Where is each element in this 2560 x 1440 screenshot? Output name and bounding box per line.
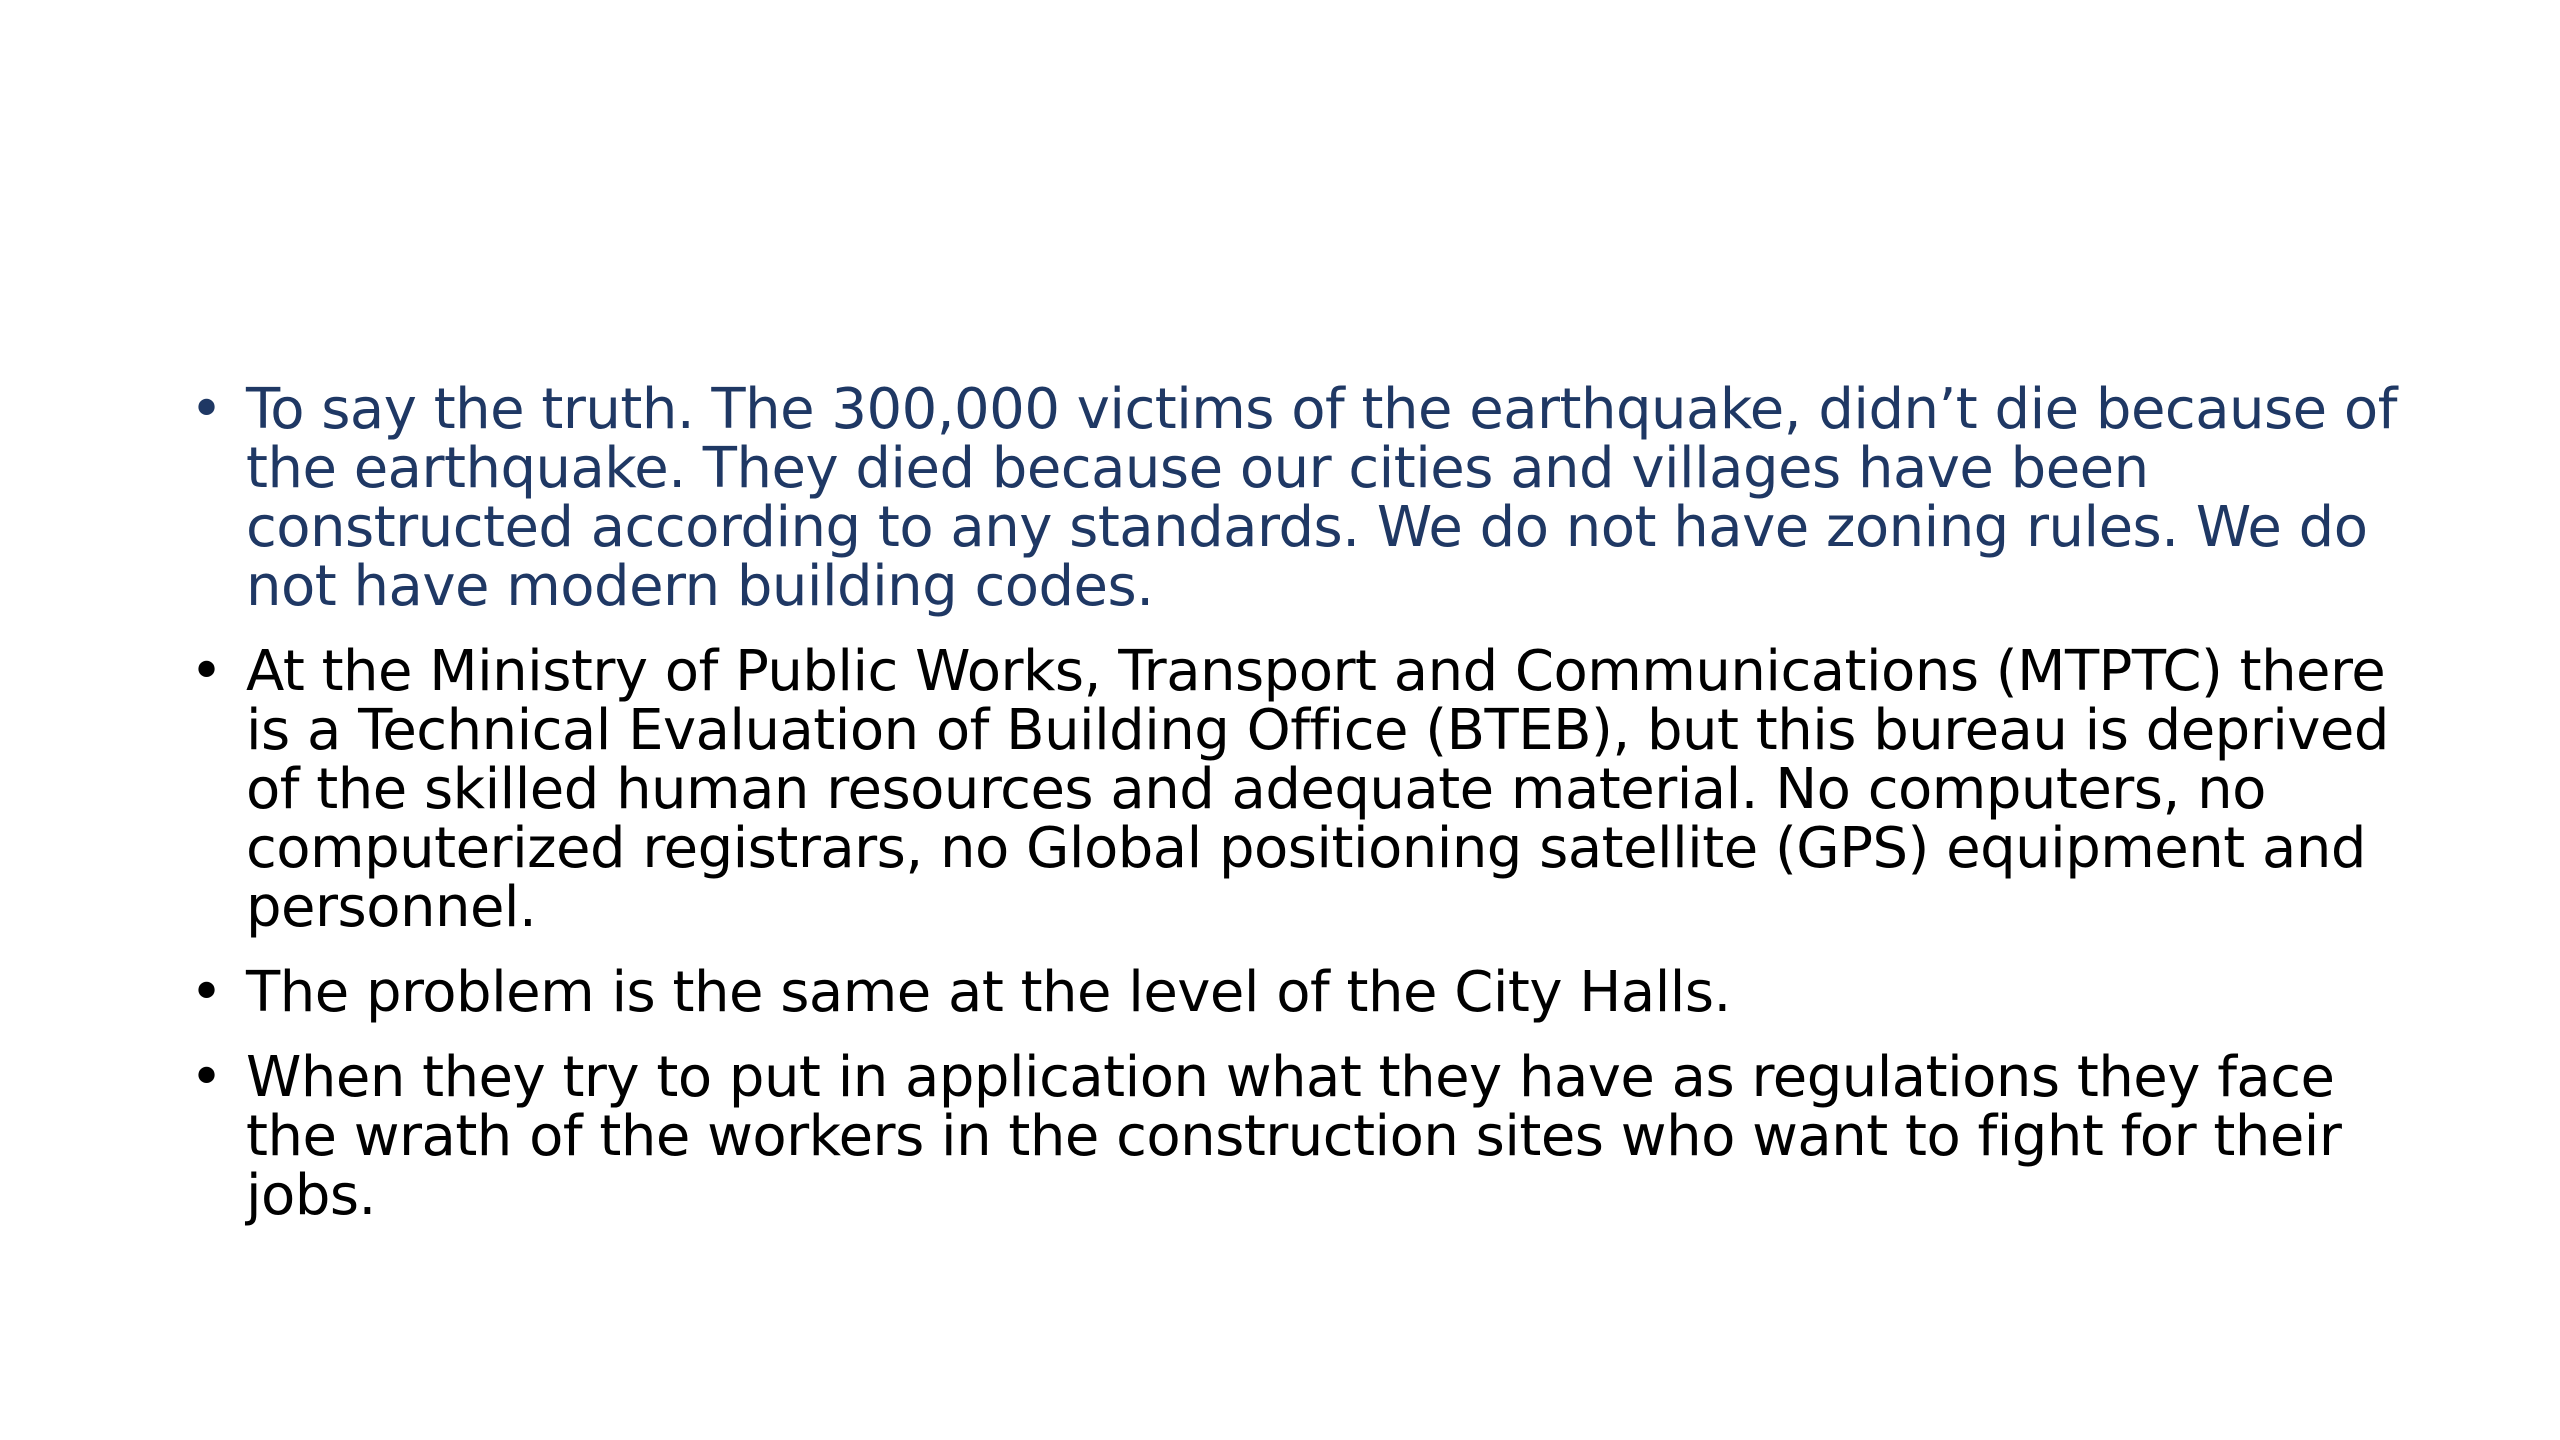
bullet-dot-icon: • xyxy=(190,639,223,704)
bullet-text: When they try to put in application what they have as regulations they face the wrath of the workers in the construction sites who want to fight for their jobs. xyxy=(246,1045,2342,1228)
bullet-text: At the Ministry of Public Works, Transport and Communications (MTPTC) there is a Technical Evaluation of Building Office (BTEB), but this bureau is deprived of the skilled human resources and adequate material. No computers, no computerized registrars, no Global positioning satellite (GPS) equipment and personnel. xyxy=(246,639,2389,940)
bullet-item-2 xyxy=(190,639,2430,940)
bullet-item-3 xyxy=(190,960,2430,1025)
bullet-text: The problem is the same at the level of the City Halls. xyxy=(246,960,1731,1025)
bullet-dot-icon: • xyxy=(190,1045,223,1110)
bullet-dot-icon: • xyxy=(190,377,223,442)
bullet-item-4 xyxy=(190,1045,2430,1228)
bullet-list xyxy=(190,377,2430,1251)
bullet-item-1 xyxy=(190,377,2430,619)
bullet-dot-icon: • xyxy=(190,960,223,1025)
bullet-text: To say the truth. The 300,000 victims of the earthquake, didn’t die because of the earthquake. They died because our cities and villages have been constructed according to any standards. We do not have zoning rules. We do not have modern building codes. xyxy=(246,377,2397,619)
